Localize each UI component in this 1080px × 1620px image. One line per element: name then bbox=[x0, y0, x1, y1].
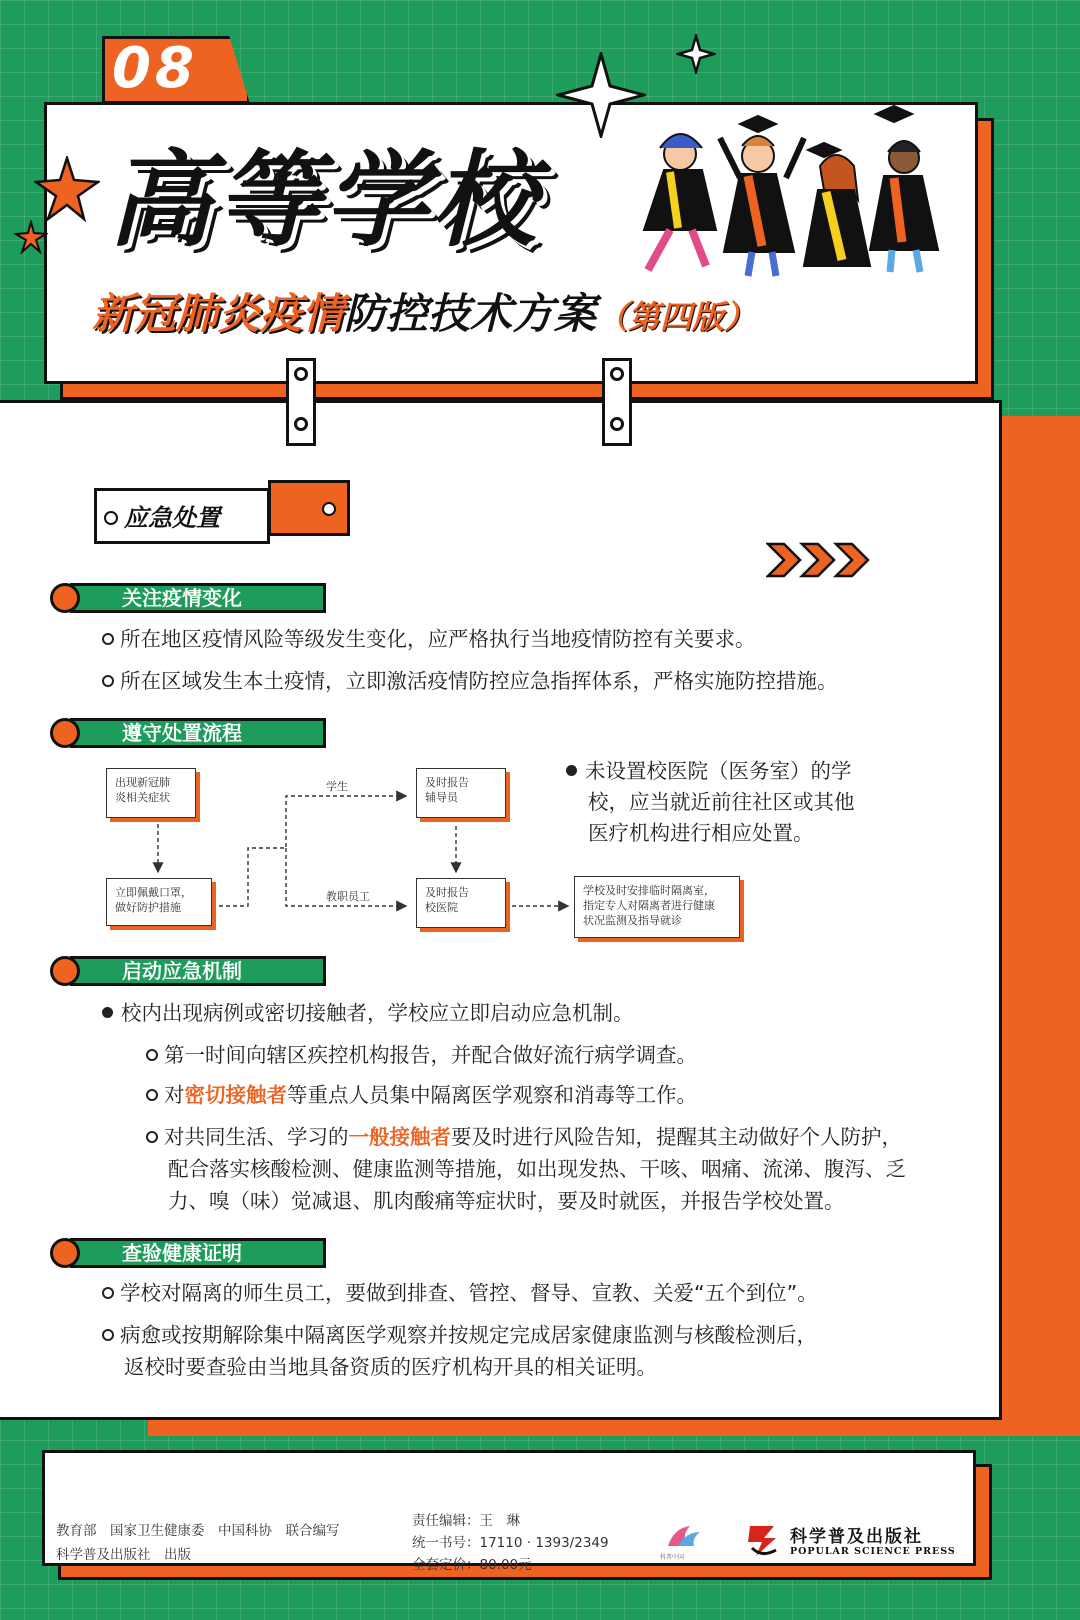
poster-number: 08 bbox=[112, 36, 198, 101]
tag-hole-icon bbox=[322, 502, 336, 516]
hanger-hole bbox=[294, 367, 308, 381]
list-item: 病愈或按期解除集中隔离医学观察并按规定完成居家健康监测与核酸检测后， bbox=[102, 1320, 817, 1351]
footer-price: 全套定价：80.00元 bbox=[412, 1557, 532, 1573]
list-item: 第一时间向辖区疾控机构报告，并配合做好流行病学调查。 bbox=[146, 1040, 697, 1071]
dot-bullet-icon bbox=[102, 1007, 113, 1018]
list-item: 对共同生活、学习的一般接触者要及时进行风险告知，提醒其主动做好个人防护， bbox=[146, 1122, 902, 1153]
kepu-logo-icon bbox=[664, 1524, 704, 1550]
hanger-left-front bbox=[286, 358, 316, 446]
highlight-general-contacts: 一般接触者 bbox=[348, 1125, 451, 1149]
footer-book-number: 统一书号：17110 · 1393/2349 bbox=[412, 1535, 609, 1551]
footer-publisher: 科学普及出版社 出版 bbox=[56, 1547, 191, 1563]
ring-bullet-icon bbox=[102, 633, 114, 645]
flow-label-staff: 教职员工 bbox=[326, 890, 370, 903]
section-heading-2 bbox=[50, 718, 330, 748]
sparkle-large-icon bbox=[556, 52, 646, 138]
sparkle-small-icon bbox=[676, 34, 716, 74]
section-heading-3 bbox=[50, 956, 330, 986]
footer-editor: 责任编辑：王 琳 bbox=[412, 1513, 520, 1529]
list-item: 所在区域发生本土疫情，立即激活疫情防控应急指挥体系，严格实施防控措施。 bbox=[102, 666, 838, 697]
star-orange-icon bbox=[34, 156, 100, 222]
ring-bullet-icon bbox=[102, 675, 114, 687]
flow-box-counselor: 及时报告 辅导员 bbox=[416, 768, 506, 818]
ring-bullet-icon bbox=[102, 1287, 114, 1299]
subtitle-highlight: 新冠肺炎疫情 bbox=[92, 289, 345, 338]
section-tag-flap bbox=[268, 480, 350, 536]
hanger-hole bbox=[294, 417, 308, 431]
list-item: 校内出现病例或密切接触者，学校应立即启动应急机制。 bbox=[102, 998, 634, 1029]
list-item: 所在地区疫情风险等级发生变化，应严格执行当地疫情防控有关要求。 bbox=[102, 624, 756, 655]
flow-box-mask: 立即佩戴口罩， 做好防护措施 bbox=[106, 878, 212, 926]
hanger-hole bbox=[610, 367, 624, 381]
list-item: 对密切接触者等重点人员集中隔离医学观察和消毒等工作。 bbox=[146, 1080, 697, 1111]
heading-circle-icon bbox=[50, 583, 80, 613]
heading-label: 遵守处置流程 bbox=[122, 721, 242, 745]
flow-note-line: 医疗机构进行相应处置。 bbox=[588, 821, 814, 845]
flow-box-symptoms: 出现新冠肺 炎相关症状 bbox=[106, 768, 196, 818]
ring-bullet-icon bbox=[146, 1089, 158, 1101]
section-tag-label: 应急处置 bbox=[124, 504, 220, 532]
heading-circle-icon bbox=[50, 1238, 80, 1268]
list-item: 学校对隔离的师生员工，要做到排查、管控、督导、宣教、关爱“五个到位”。 bbox=[102, 1278, 818, 1309]
list-item-continuation: 配合落实核酸检测、健康监测等措施，如出现发热、干咳、咽痛、流涕、腹泻、乏 bbox=[168, 1157, 906, 1181]
flow-box-isolation: 学校及时安排临时隔离室， 指定专人对隔离者进行健康 状况监测及指导就诊 bbox=[574, 876, 740, 938]
press-name: 科学普及出版社 bbox=[790, 1527, 923, 1547]
ring-bullet-icon bbox=[102, 1329, 114, 1341]
press-logo-icon bbox=[742, 1520, 782, 1560]
section-heading-1 bbox=[50, 583, 330, 613]
heading-label: 启动应急机制 bbox=[122, 959, 242, 983]
flow-note-line: 校，应当就近前往社区或其他 bbox=[588, 790, 855, 814]
chevrons-icon bbox=[766, 540, 876, 580]
tag-circle-icon bbox=[104, 511, 118, 525]
list-item-continuation: 力、嗅（味）觉减退、肌肉酸痛等症状时，要及时就医，并报告学校处置。 bbox=[168, 1189, 845, 1213]
hanger-hole bbox=[610, 417, 624, 431]
graduates-illustration bbox=[640, 100, 952, 280]
heading-circle-icon bbox=[50, 956, 80, 986]
flow-box-clinic: 及时报告 校医院 bbox=[416, 878, 506, 928]
flow-note: 未设置校医院（医务室）的学 bbox=[566, 756, 852, 787]
main-title: 高等学校 bbox=[108, 139, 541, 261]
subtitle-edition: （第四版） bbox=[596, 298, 757, 336]
ring-bullet-icon bbox=[146, 1049, 158, 1061]
list-item-continuation: 返校时要查验由当地具备资质的医疗机构开具的相关证明。 bbox=[124, 1355, 657, 1379]
footer-authors: 教育部 国家卫生健康委 中国科协 联合编写 bbox=[56, 1523, 340, 1539]
star-small-icon bbox=[14, 220, 48, 254]
highlight-close-contacts: 密切接触者 bbox=[184, 1083, 287, 1107]
dot-bullet-icon bbox=[566, 765, 577, 776]
section-heading-4 bbox=[50, 1238, 330, 1268]
hanger-right-front bbox=[602, 358, 632, 446]
heading-label: 查验健康证明 bbox=[122, 1241, 242, 1265]
press-name-en: POPULAR SCIENCE PRESS bbox=[790, 1546, 956, 1557]
flow-label-student: 学生 bbox=[326, 780, 348, 793]
kepu-logo-text: 科普中国 bbox=[660, 1554, 685, 1561]
subtitle-main: 防控技术方案 bbox=[344, 289, 597, 338]
ring-bullet-icon bbox=[146, 1131, 158, 1143]
heading-circle-icon bbox=[50, 718, 80, 748]
heading-label: 关注疫情变化 bbox=[122, 586, 242, 610]
subtitle bbox=[92, 284, 952, 344]
